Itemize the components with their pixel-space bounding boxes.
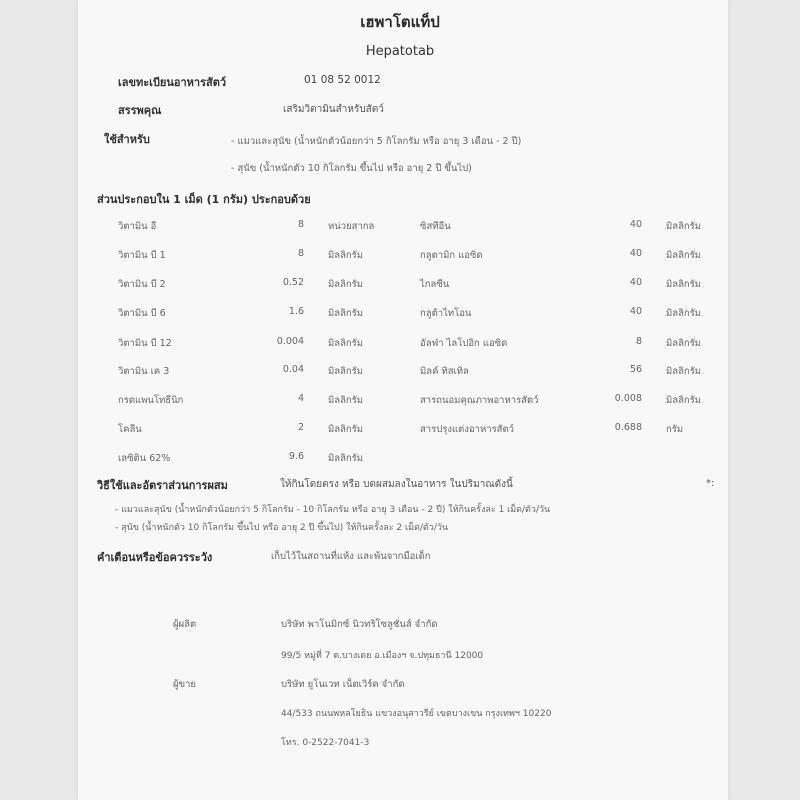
ingredient-name: ซิสทีอีน bbox=[420, 221, 451, 232]
ingredient-name: อัลฟ่า ไลโปอิก แอซิด bbox=[420, 338, 508, 349]
dosage-mark: *: bbox=[706, 478, 715, 489]
warning-value: เก็บไว้ในสถานที่แห้ง และพ้นจากมือเด็ก bbox=[271, 551, 431, 562]
ingredient-unit: มิลลิกรัม bbox=[328, 366, 364, 377]
ingredient-amount: 40 bbox=[629, 277, 642, 288]
ingredient-name: กลูตามิก แอซิด bbox=[420, 250, 483, 261]
dosage-heading: วิธีใช้และอัตราส่วนการผสม bbox=[97, 479, 228, 492]
composition-heading: ส่วนประกอบใน 1 เม็ด (1 กรัม) ประกอบด้วย bbox=[97, 193, 311, 206]
product-title-thai: เฮพาโตแท็ป bbox=[360, 13, 440, 31]
manufacturer-address: 99/5 หมู่ที่ 7 ต.บางเตย อ.เมืองฯ จ.ปทุมธานี 12000 bbox=[281, 651, 484, 661]
usage-line: - แมวและสุนัข (น้ำหนักตัวน้อยกว่า 5 กิโลกรัม หรือ อายุ 3 เดือน - 2 ปี) bbox=[231, 136, 522, 147]
product-title-english: Hepatotab bbox=[365, 44, 435, 59]
manufacturer-label: ผู้ผลิต bbox=[173, 619, 197, 630]
ingredient-amount: 4 bbox=[297, 393, 304, 404]
registration-number: 01 08 52 0012 bbox=[304, 74, 381, 86]
ingredient-unit: มิลลิกรัม bbox=[666, 308, 702, 319]
ingredient-name: เลซิติน 62% bbox=[118, 453, 171, 464]
ingredient-amount: 8 bbox=[297, 219, 304, 230]
ingredient-amount: 0.004 bbox=[276, 336, 304, 347]
ingredient-name: สารถนอมคุณภาพอาหารสัตว์ bbox=[420, 395, 539, 406]
ingredient-amount: 2 bbox=[297, 422, 304, 433]
ingredient-unit: มิลลิกรัม bbox=[328, 395, 364, 406]
ingredient-amount: 8 bbox=[635, 336, 642, 347]
ingredient-unit: มิลลิกรัม bbox=[666, 221, 702, 232]
ingredient-name: วิตามิน เค 3 bbox=[118, 366, 170, 377]
ingredient-name: กรดแพนโทธีนิก bbox=[118, 395, 184, 406]
manufacturer-name: บริษัท พาโนมิกซ์ นิวทริโซลูชั่นส์ จำกัด bbox=[281, 619, 438, 630]
ingredient-unit: มิลลิกรัม bbox=[666, 279, 702, 290]
ingredient-name: วิตามิน บี 6 bbox=[118, 308, 166, 319]
ingredient-name: วิตามิน อี bbox=[118, 221, 157, 232]
ingredient-unit: มิลลิกรัม bbox=[666, 366, 702, 377]
registration-label: เลขทะเบียนอาหารสัตว์ bbox=[118, 76, 227, 89]
ingredient-amount: 40 bbox=[629, 248, 642, 259]
ingredient-amount: 9.6 bbox=[288, 451, 304, 462]
ingredient-unit: มิลลิกรัม bbox=[666, 250, 702, 261]
distributor-phone: โทร. 0-2522-7041-3 bbox=[281, 738, 370, 748]
ingredient-unit: มิลลิกรัม bbox=[328, 308, 364, 319]
dosage-line: - แมวและสุนัข (น้ำหนักตัวน้อยกว่า 5 กิโลกรัม - 10 กิโลกรัม หรือ อายุ 3 เดือน - 2 ปี) ให้กินครั้งละ 1 เม็ด/ตัว/วัน bbox=[115, 505, 551, 515]
distributor-name: บริษัท ยูโนเวท เน็ตเวิร์ค จำกัด bbox=[281, 679, 405, 690]
ingredient-name: วิตามิน บี 2 bbox=[118, 279, 166, 290]
ingredient-amount: 0.52 bbox=[282, 277, 304, 288]
ingredient-amount: 8 bbox=[297, 248, 304, 259]
property-label: สรรพคุณ bbox=[118, 104, 162, 117]
warning-label: คำเตือนหรือข้อควรระวัง bbox=[97, 551, 213, 564]
ingredient-unit: มิลลิกรัม bbox=[328, 338, 364, 349]
ingredient-unit: มิลลิกรัม bbox=[328, 279, 364, 290]
ingredient-name: ไกลซีน bbox=[420, 279, 450, 290]
ingredient-name: สารปรุงแต่งอาหารสัตว์ bbox=[420, 424, 514, 435]
ingredient-amount: 40 bbox=[629, 219, 642, 230]
ingredient-amount: 40 bbox=[629, 306, 642, 317]
ingredient-amount: 56 bbox=[629, 364, 642, 375]
ingredient-amount: 0.008 bbox=[614, 393, 642, 404]
ingredient-unit: มิลลิกรัม bbox=[666, 338, 702, 349]
distributor-label: ผู้ขาย bbox=[173, 679, 196, 690]
ingredient-name: โคลีน bbox=[118, 424, 142, 435]
ingredient-amount: 0.04 bbox=[282, 364, 304, 375]
ingredient-amount: 1.6 bbox=[288, 306, 304, 317]
ingredient-name: วิตามิน บี 12 bbox=[118, 338, 172, 349]
ingredient-name: มิลค์ ทิสเทิล bbox=[420, 366, 469, 377]
ingredient-unit: มิลลิกรัม bbox=[328, 250, 364, 261]
ingredient-name: วิตามิน บี 1 bbox=[118, 250, 166, 261]
distributor-address: 44/533 ถนนพหลโยธิน แขวงอนุสาวรีย์ เขตบางเขน กรุงเทพฯ 10220 bbox=[281, 709, 552, 719]
ingredient-unit: มิลลิกรัม bbox=[328, 424, 364, 435]
ingredient-unit: มิลลิกรัม bbox=[328, 453, 364, 464]
dosage-line: - สุนัข (น้ำหนักตัว 10 กิโลกรัม ขึ้นไป หรือ อายุ 2 ปี ขึ้นไป) ให้กินครั้งละ 2 เม็ด/ตัว/วัน bbox=[115, 523, 449, 533]
usage-label: ใช้สำหรับ bbox=[104, 133, 150, 146]
ingredient-unit: หน่วยสากล bbox=[328, 221, 375, 232]
ingredient-name: กลูต้าไทโอน bbox=[420, 308, 472, 319]
ingredient-unit: มิลลิกรัม bbox=[666, 395, 702, 406]
property-value: เสริมวิตามินสำหรับสัตว์ bbox=[283, 104, 384, 115]
usage-line: - สุนัข (น้ำหนักตัว 10 กิโลกรัม ขึ้นไป หรือ อายุ 2 ปี ขึ้นไป) bbox=[231, 163, 472, 174]
ingredient-amount: 0.688 bbox=[614, 422, 642, 433]
ingredient-unit: กรัม bbox=[666, 424, 684, 435]
dosage-intro: ให้กินโดยตรง หรือ บดผสมลงในอาหาร ในปริมาณดังนี้ bbox=[280, 479, 513, 490]
